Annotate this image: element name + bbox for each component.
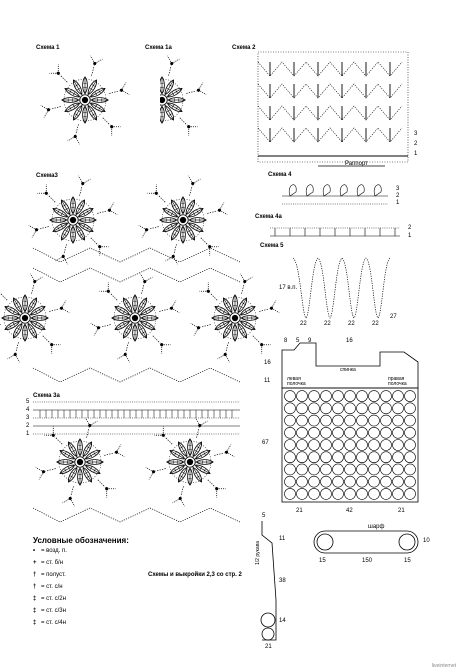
- motif-circle: [369, 391, 380, 402]
- s3a-row-number: 2: [26, 423, 30, 429]
- legend-symbol: •: [33, 548, 36, 554]
- scheme-4a-edging: [270, 228, 400, 236]
- scarf-dim: 15: [319, 558, 326, 564]
- motif-circle: [369, 464, 380, 475]
- body-dim: 5: [296, 338, 300, 344]
- right-front-label: правая полочка: [388, 376, 407, 387]
- scheme-4-edging: [282, 185, 388, 204]
- motif-circle: [333, 391, 344, 402]
- motif-circle: [405, 464, 416, 475]
- motif-circle: [357, 452, 368, 463]
- legend-title: Условные обозначения:: [33, 536, 129, 545]
- watermark: liveinternet: [431, 663, 456, 669]
- scarf-dim: 10: [423, 538, 430, 544]
- motif-circle: [369, 403, 380, 414]
- motif-circle: [321, 452, 332, 463]
- motif-circle: [297, 476, 308, 487]
- body-dim: 9: [308, 338, 312, 344]
- motif-circle: [393, 488, 404, 499]
- motif-circle: [321, 440, 332, 451]
- legend-symbol: †: [33, 584, 37, 590]
- scheme-1-motif: [41, 56, 129, 144]
- motif-circle: [405, 415, 416, 426]
- scheme-4-label: Схема 4: [268, 172, 292, 178]
- motif-circle: [393, 476, 404, 487]
- motif-circle: [297, 427, 308, 438]
- motif-circle: [285, 476, 296, 487]
- motif-circle: [345, 452, 356, 463]
- motif-circle: [381, 488, 392, 499]
- legend-text: = ст. с/4н: [41, 620, 66, 626]
- motif-circle: [297, 415, 308, 426]
- motif-circle: [321, 415, 332, 426]
- motif-circle: [369, 476, 380, 487]
- motif-circle: [309, 464, 320, 475]
- s5-count: 27: [390, 314, 397, 320]
- scheme-5-label: Схема 5: [260, 243, 284, 249]
- motif-circle: [285, 452, 296, 463]
- body-dim: 67: [262, 440, 269, 446]
- motif-circle: [321, 488, 332, 499]
- motif-circle: [405, 476, 416, 487]
- scarf-dim: 15: [404, 558, 411, 564]
- sleeve-dim: 38: [279, 578, 286, 584]
- motif-circle: [285, 488, 296, 499]
- motif-circle: [321, 391, 332, 402]
- motif-circle: [357, 476, 368, 487]
- scheme-note: Схемы и выкройки 2,3 со стр. 2: [148, 572, 242, 578]
- sleeve-dim: 21: [265, 644, 272, 650]
- motif-circle: [345, 415, 356, 426]
- s4a-row-number: 1: [408, 233, 412, 239]
- motif-circle: [405, 488, 416, 499]
- motif-circle: [285, 464, 296, 475]
- legend-text: = ст. б/н: [41, 560, 64, 566]
- s2-row-number: 3: [414, 131, 418, 137]
- rapport-label: Раппорт: [345, 161, 368, 167]
- motif-circle: [393, 452, 404, 463]
- s3a-row-number: 4: [26, 407, 30, 413]
- motif-circle: [333, 415, 344, 426]
- motif-circle: [345, 391, 356, 402]
- motif-circle: [345, 464, 356, 475]
- motif-circle: [285, 427, 296, 438]
- motif-circle: [285, 440, 296, 451]
- scheme-2-label: Схема 2: [232, 45, 256, 51]
- s5-count: 22: [300, 321, 307, 327]
- legend-item: [33, 548, 67, 554]
- motif-circle: [309, 476, 320, 487]
- motif-circle: [333, 464, 344, 475]
- motif-circle: [357, 415, 368, 426]
- motif-circle: [345, 488, 356, 499]
- scheme-1a-half-motif: [118, 56, 206, 144]
- motif-circle: [369, 415, 380, 426]
- motif-circle: [369, 488, 380, 499]
- motif-circle: [369, 440, 380, 451]
- motif-circle: [309, 488, 320, 499]
- body-dim: 16: [264, 360, 271, 366]
- sleeve-dim: 14: [279, 618, 286, 624]
- motif-circle: [381, 440, 392, 451]
- motif-circle: [405, 403, 416, 414]
- legend-text: = ст. с/2н: [41, 596, 66, 602]
- motif-circle: [357, 464, 368, 475]
- motif-circle: [333, 488, 344, 499]
- s3a-row-number: 1: [26, 431, 30, 437]
- motif-circle: [333, 403, 344, 414]
- body-dim: 42: [346, 508, 353, 514]
- body-dim: 8: [284, 338, 288, 344]
- sleeve-dim: 5: [262, 513, 266, 519]
- motif-circle: [393, 391, 404, 402]
- s5-count: 22: [372, 321, 379, 327]
- motif-circle: [393, 427, 404, 438]
- legend-symbol: †: [33, 572, 37, 578]
- sleeve-label: 1/2 рукава: [255, 540, 261, 565]
- s2-row-number: 1: [414, 151, 418, 157]
- s5-count: 22: [348, 321, 355, 327]
- motif-circle: [369, 427, 380, 438]
- motif-circle: [285, 415, 296, 426]
- motif-circle: [321, 464, 332, 475]
- motif-circle: [345, 440, 356, 451]
- scheme-5-zigzag: [293, 258, 390, 318]
- motif-circle: [297, 464, 308, 475]
- s2-row-number: 2: [414, 141, 418, 147]
- motif-circle: [309, 452, 320, 463]
- scheme-1-label: Схема 1: [36, 45, 60, 51]
- motif-circle: [333, 440, 344, 451]
- motif-circle: [405, 440, 416, 451]
- motif-circle: [297, 488, 308, 499]
- s4-row-number: 2: [396, 193, 400, 199]
- motif-circle: [297, 403, 308, 414]
- body-dim: 16: [346, 338, 353, 344]
- motif-circle: [333, 427, 344, 438]
- scheme-2-lace-grid: [258, 52, 408, 166]
- scarf-dim: 150: [362, 558, 373, 564]
- legend-symbol: ‡: [33, 608, 37, 614]
- s3a-row-number: 3: [26, 415, 30, 421]
- motif-circle: [321, 476, 332, 487]
- legend-text: = полуст.: [41, 572, 66, 578]
- motif-circle: [393, 464, 404, 475]
- legend-item: [33, 560, 63, 566]
- motif-circle: [345, 476, 356, 487]
- legend-item: [33, 584, 63, 590]
- motif-circle: [345, 427, 356, 438]
- scheme-3a-border: [33, 402, 240, 522]
- motif-circle: [381, 427, 392, 438]
- motif-circle: [369, 452, 380, 463]
- legend-text: = ст. с/3н: [41, 608, 66, 614]
- motif-grid-circles: [285, 391, 416, 500]
- motif-circle: [333, 452, 344, 463]
- motif-circle: [381, 464, 392, 475]
- motif-circle: [297, 440, 308, 451]
- s4-row-number: 3: [396, 186, 400, 192]
- motif-circle: [381, 452, 392, 463]
- scheme-1a-label: Схема 1а: [145, 45, 172, 51]
- motif-circle: [321, 403, 332, 414]
- sleeve-dim: 11: [279, 536, 286, 542]
- motif-circle: [285, 403, 296, 414]
- motif-circle: [285, 391, 296, 402]
- motif-circle: [357, 391, 368, 402]
- legend-item: [33, 572, 66, 578]
- motif-circle: [309, 391, 320, 402]
- legend-symbol: +: [33, 560, 37, 566]
- scheme-3a-label: Схема 3а: [33, 393, 60, 399]
- scheme-3-motif-panel: [0, 176, 279, 382]
- body-dim: 11: [264, 378, 271, 384]
- motif-circle: [357, 488, 368, 499]
- motif-circle: [357, 440, 368, 451]
- motif-circle: [309, 427, 320, 438]
- motif-circle: [345, 403, 356, 414]
- back-label: спинка: [340, 367, 356, 373]
- legend-symbol: ‡: [33, 596, 37, 602]
- left-front-label: левая полочка: [287, 376, 306, 387]
- motif-circle: [333, 476, 344, 487]
- legend-text: = возд. п.: [41, 548, 67, 554]
- vp17-label: 17 в.п.: [279, 285, 298, 291]
- motif-circle: [357, 427, 368, 438]
- motif-circle: [393, 440, 404, 451]
- motif-circle: [381, 476, 392, 487]
- motif-circle: [381, 403, 392, 414]
- sleeve-pattern: [261, 521, 276, 640]
- legend-item: [33, 608, 66, 614]
- motif-circle: [393, 403, 404, 414]
- legend-symbol: ‡: [33, 620, 37, 626]
- scarf-label: шарф: [368, 524, 385, 530]
- motif-circle: [381, 391, 392, 402]
- motif-circle: [297, 391, 308, 402]
- legend-item: [33, 596, 66, 602]
- s4a-row-number: 2: [408, 225, 412, 231]
- motif-circle: [405, 427, 416, 438]
- s5-count: 22: [324, 321, 331, 327]
- motif-circle: [405, 452, 416, 463]
- motif-circle: [309, 440, 320, 451]
- legend-item: [33, 620, 66, 626]
- motif-circle: [381, 415, 392, 426]
- body-dim: 21: [296, 508, 303, 514]
- motif-circle: [321, 427, 332, 438]
- motif-circle: [309, 403, 320, 414]
- s3a-row-number: 5: [26, 399, 30, 405]
- scheme-4a-label: Схема 4а: [255, 214, 282, 220]
- motif-circle: [393, 415, 404, 426]
- scheme-3-label: Схема3: [36, 173, 58, 179]
- motif-circle: [297, 452, 308, 463]
- s4-row-number: 1: [396, 200, 400, 206]
- motif-circle: [357, 403, 368, 414]
- motif-circle: [405, 391, 416, 402]
- scarf-pattern: [314, 531, 418, 553]
- body-dim: 21: [398, 508, 405, 514]
- motif-circle: [309, 415, 320, 426]
- legend-text: = ст. с/н: [41, 584, 63, 590]
